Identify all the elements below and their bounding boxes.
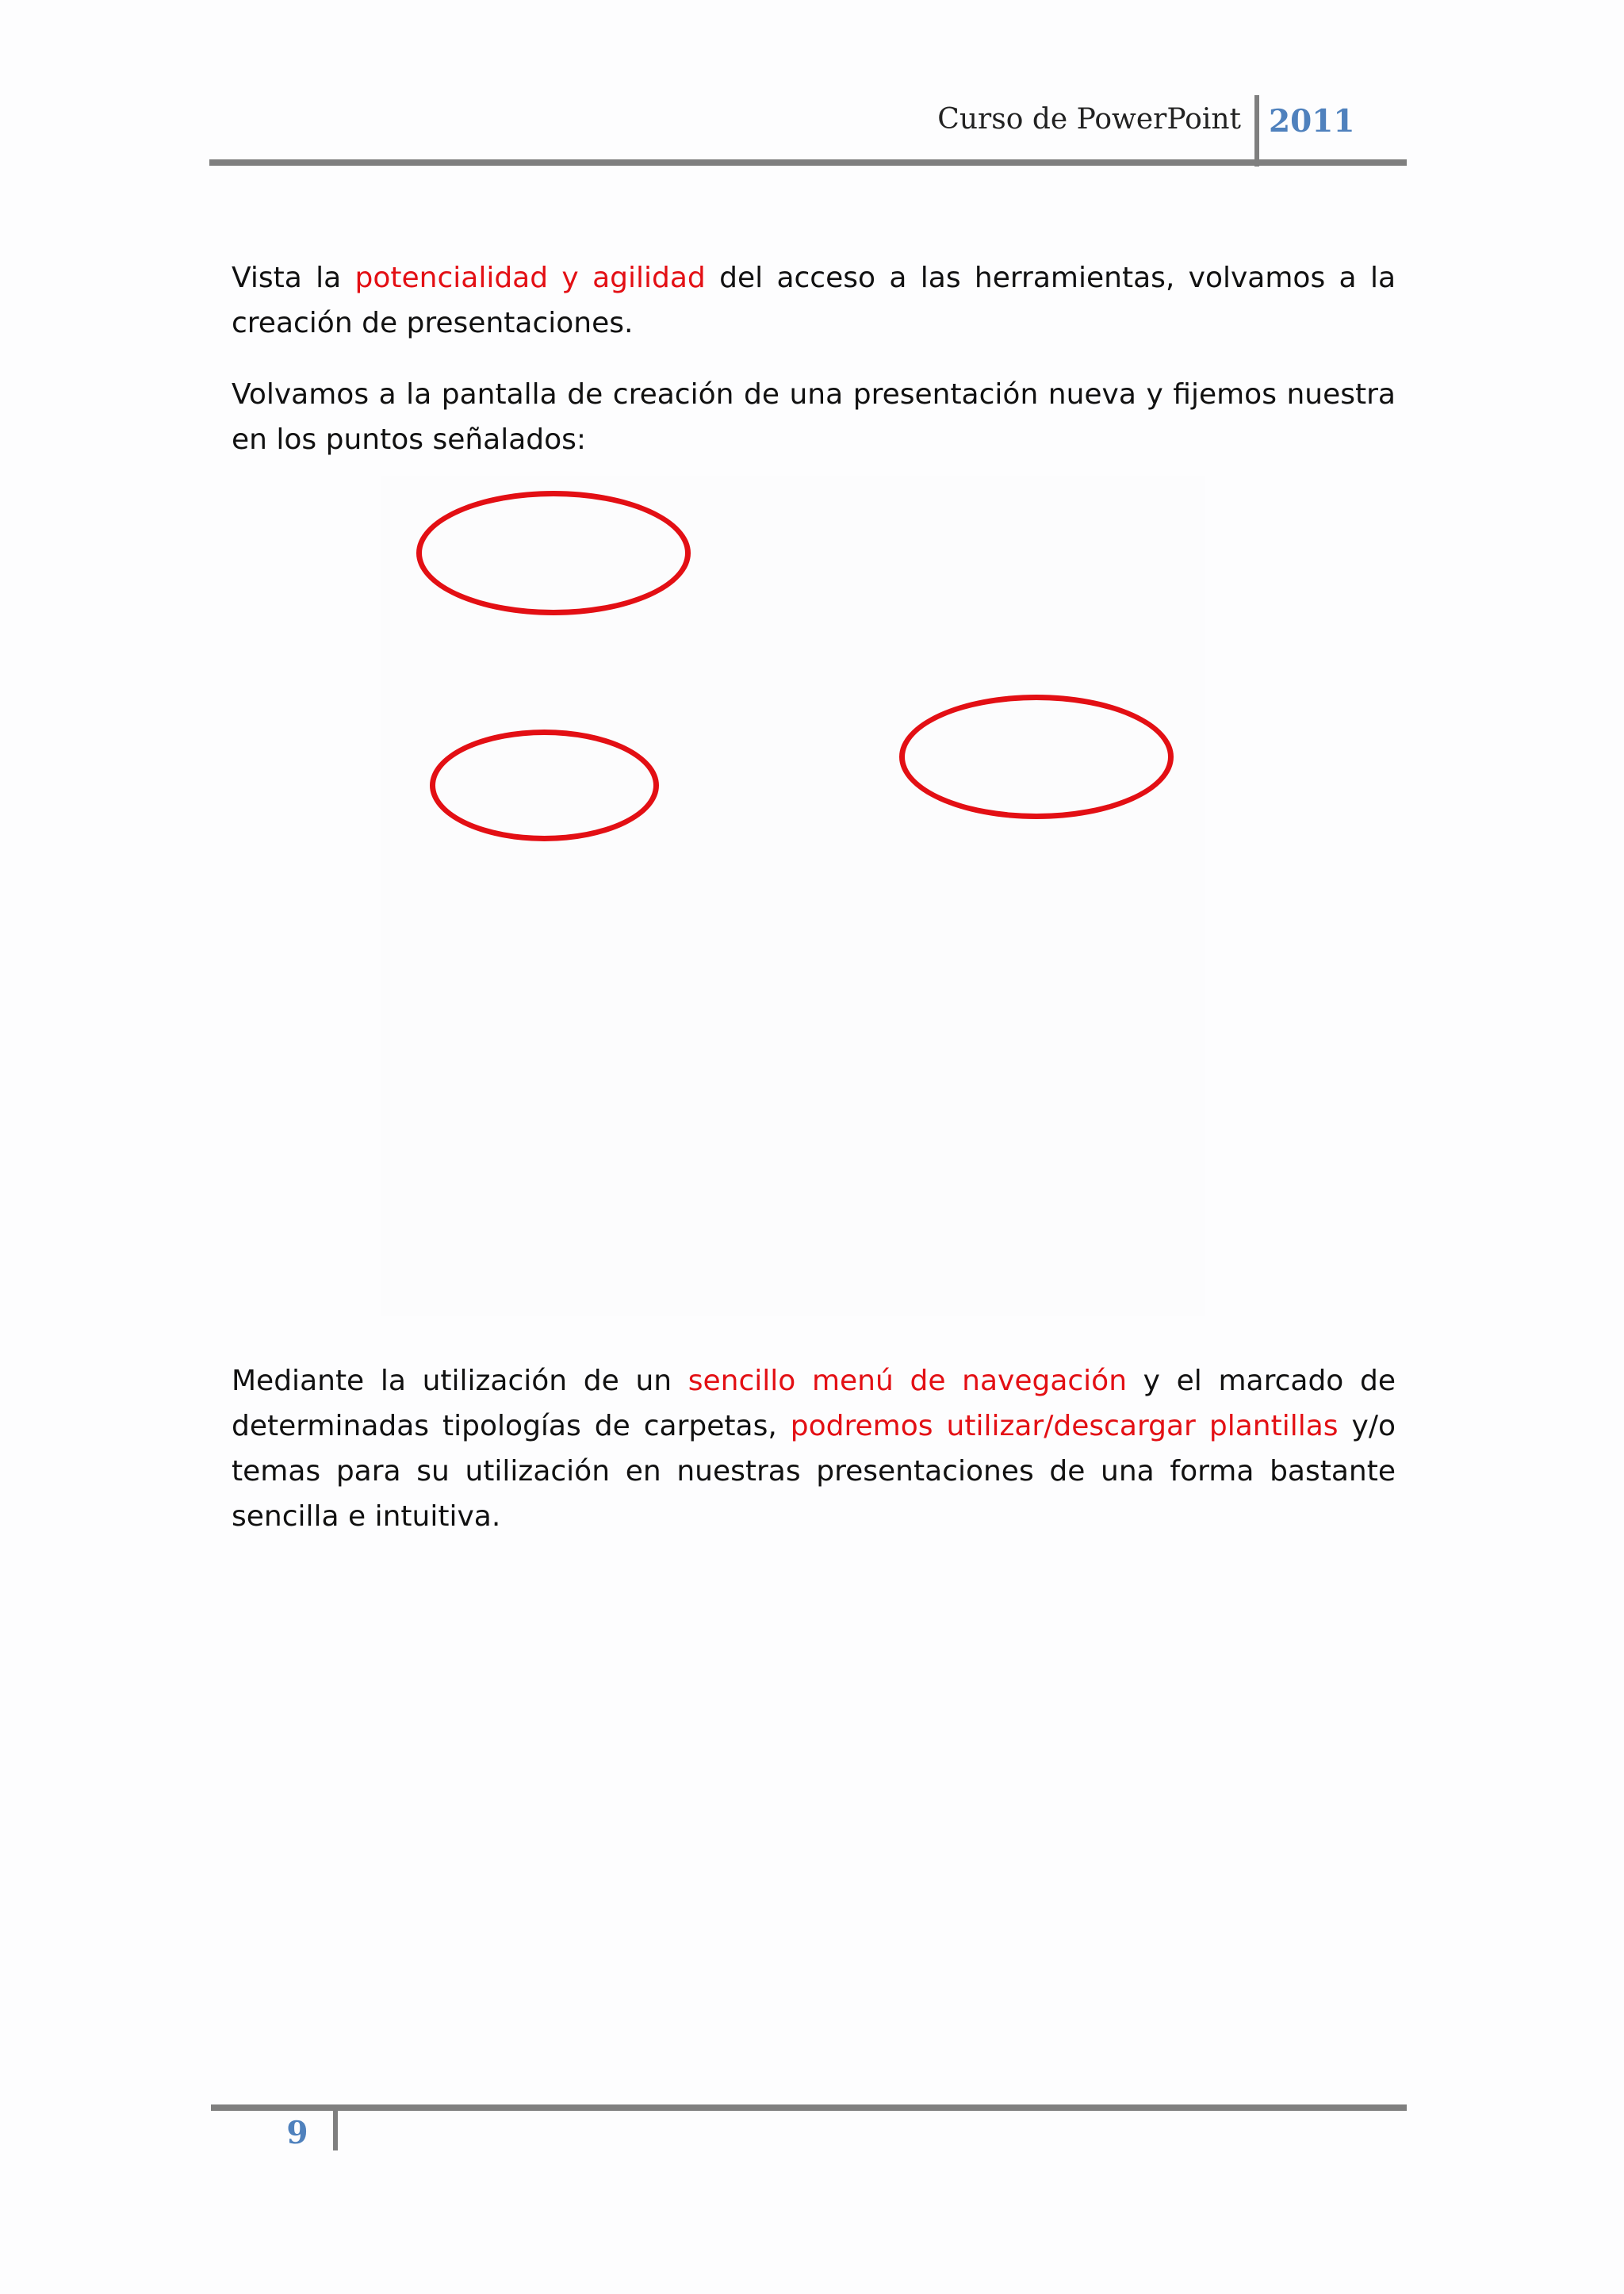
header-title: Curso de PowerPoint: [937, 103, 1241, 136]
paragraph-instructions: [232, 372, 1396, 462]
paragraph-text: del acceso a las herramientas, volvamos a la creación de presentaciones.: [232, 262, 1396, 339]
highlighted-text: podremos utilizar/descargar plantillas: [790, 1410, 1339, 1442]
header-divider: [1254, 95, 1259, 167]
annotation-ellipse-bottom-left: [430, 730, 659, 841]
annotation-ellipse-top: [416, 491, 691, 615]
paragraph-intro: [232, 255, 1396, 346]
header-rule: [209, 159, 1407, 166]
highlighted-text: potencialidad y agilidad: [354, 262, 706, 294]
paragraph-text: Vista la: [232, 262, 355, 294]
paragraph-text: Volvamos a la pantalla de creación de una presentación nueva y fijemos nuestra en los puntos señalados:: [232, 378, 1396, 456]
paragraph-text: Mediante la utilización de un: [232, 1365, 688, 1397]
annotation-ellipse-bottom-right: [899, 695, 1174, 819]
header-year: 2011: [1269, 103, 1355, 140]
footer-divider: [333, 2104, 338, 2150]
highlighted-text: sencillo menú de navegación: [688, 1365, 1128, 1397]
paragraph-text: y el marcado de determinadas tipologías de carpetas,: [232, 1365, 1396, 1442]
paragraph-text: y/o temas para su utilización en nuestras presentaciones de una forma bastante sencilla e intuitiva.: [232, 1410, 1396, 1533]
page-number: 9: [286, 2115, 308, 2151]
footer-rule: [211, 2104, 1407, 2111]
paragraph-navigation: [232, 1358, 1396, 1539]
